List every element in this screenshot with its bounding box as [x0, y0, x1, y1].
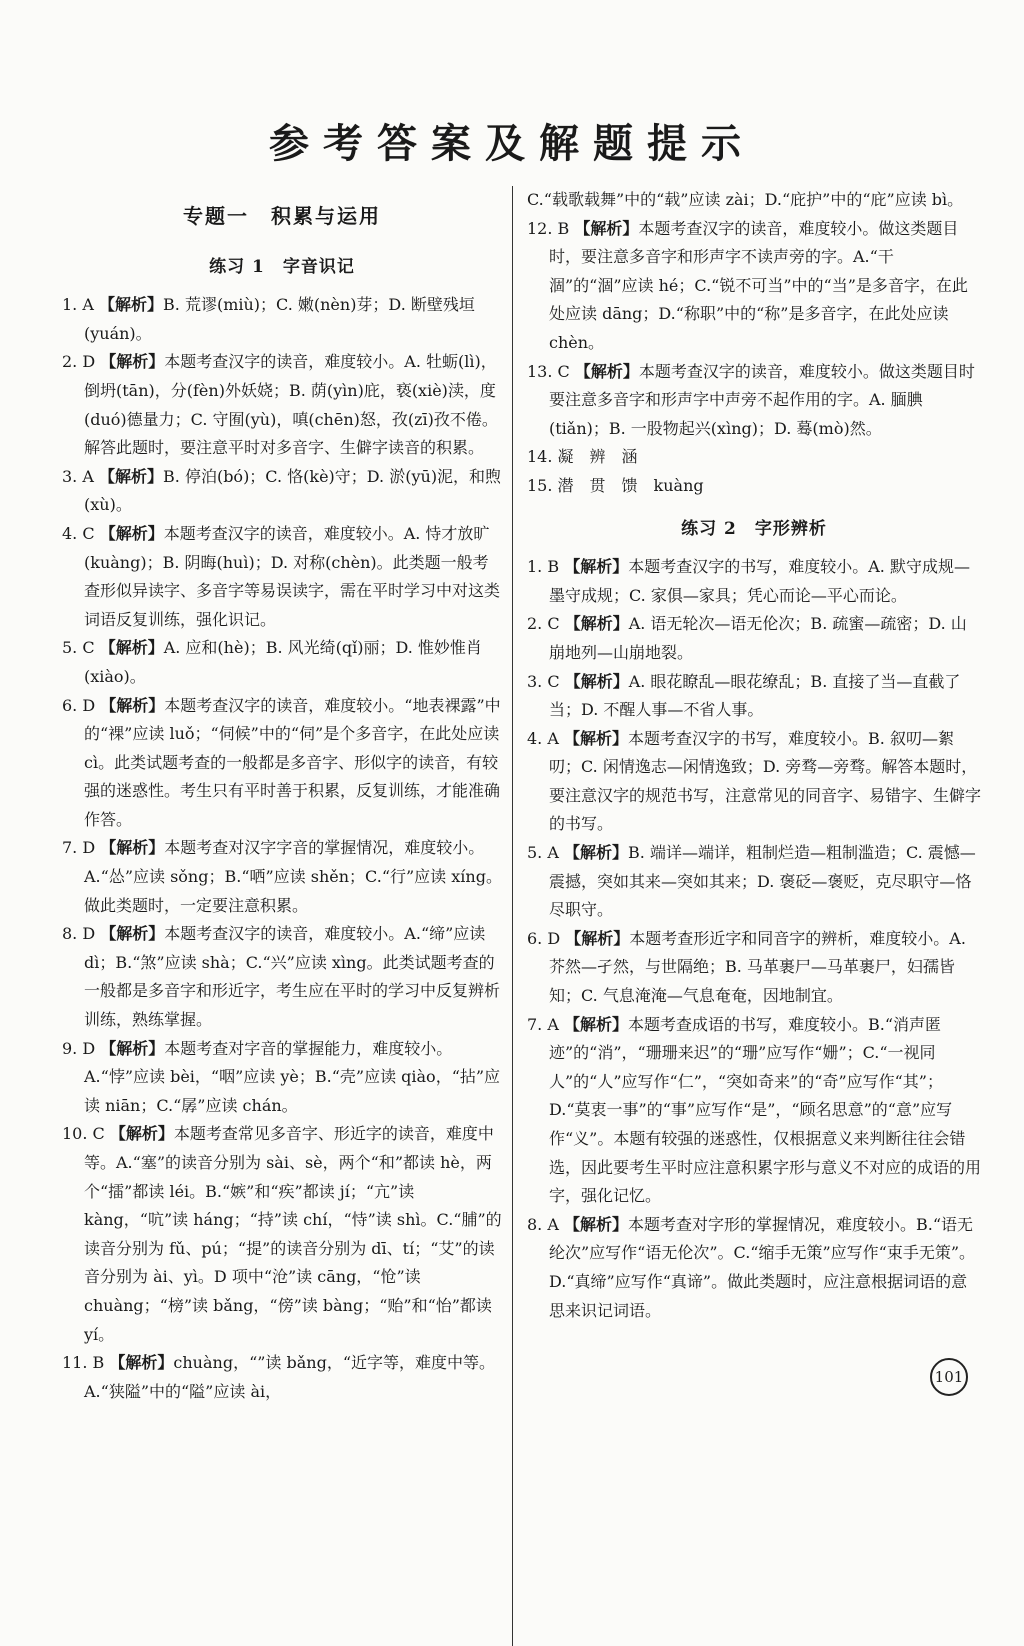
analysis-tag: 【解析】 [564, 1014, 629, 1034]
answer-item [62, 1120, 502, 1349]
answer-item [62, 692, 502, 835]
answer-item [62, 463, 502, 520]
right-answer-list-top [527, 186, 981, 501]
answer-item [527, 839, 981, 925]
answer-number: 8. D [62, 924, 96, 944]
answer-text: 本题考查对汉字字音的掌握情况，难度较小。A.“怂”应读 sǒng；B.“哂”应读 shěn；C.“行”应读 xíng。做此类题时，一定要注意积累。 [84, 838, 502, 915]
answer-item [527, 443, 981, 472]
page-number: 101 [930, 1358, 968, 1396]
right-column [512, 186, 981, 1646]
analysis-tag: 【解析】 [564, 728, 629, 748]
answer-item [527, 1011, 981, 1211]
answer-item [527, 925, 981, 1011]
answer-number: 7. D [62, 838, 96, 858]
analysis-tag: 【解析】 [99, 638, 164, 658]
answer-text: A. 语无轮次—语无伦次；B. 疏蜜—疏密；D. 山崩地列—山崩地裂。 [549, 614, 967, 662]
answer-text: 本题考查汉字的书写，难度较小。B. 叙叨—絮叨；C. 闲情逸志—闲情逸致；D. 旁骛—旁骛。解答本题时，要注意汉字的规范书写，注意常见的同音字、易错字、生僻字的书写。 [549, 728, 982, 834]
answer-text: 本题考查汉字的读音，难度较小。做这类题目时要注意多音字和形声字中声旁不起作用的字。A. 腼腆(tiǎn)；B. 一股物起兴(xìng)；D. 蓦(mò)然。 [549, 361, 975, 438]
answer-item [62, 634, 502, 691]
answer-item [527, 553, 981, 610]
analysis-tag: 【解析】 [109, 1124, 174, 1144]
answer-number: 3. C [527, 671, 560, 691]
analysis-tag: 【解析】 [564, 614, 629, 634]
analysis-tag: 【解析】 [100, 838, 165, 858]
answer-text: B. 荒谬(miù)；C. 嫩(nèn)芽；D. 断壁残垣(yuán)。 [84, 295, 475, 343]
analysis-tag: 【解析】 [564, 1214, 629, 1234]
answer-text: 本题考查汉字的读音，难度较小。“地表裸露”中的“裸”应读 luǒ；“伺候”中的“伺”是个多音字，在此处应读 cì。此类试题考查的一般都是多音字、形似字的读音，有较强的迷惑性。考生只有平时善于积累，反复训练，才能准确作答。 [84, 695, 501, 829]
subsection-heading: 练习 1 字音识记 [209, 256, 355, 277]
analysis-tag: 【解析】 [574, 218, 639, 238]
answer-text: 本题考查汉字的读音，难度较小。A. 恃才放旷(kuàng)；B. 阴晦(huì)；D. 对称(chèn)。此类题一般考查形似异读字、多音字等易误读字，需在平时学习中对这类词语反复训练，强化识记。 [84, 523, 501, 629]
answer-text: B. 端详—端详，粗制烂造—粗制滥造；C. 震憾—震撼，突如其来—突如其来；D. 褒砭—褒贬，克尽职守—恪尽职守。 [549, 843, 976, 920]
answer-number: 2. D [62, 352, 96, 372]
answer-number: 1. B [527, 557, 560, 577]
answer-item [527, 472, 981, 501]
analysis-tag: 【解析】 [100, 1038, 165, 1058]
answer-number: 2. C [527, 614, 560, 634]
answer-number: 6. D [527, 928, 561, 948]
answer-item [527, 725, 981, 839]
answer-item [62, 1349, 502, 1406]
answer-item [62, 920, 502, 1034]
answer-item [62, 348, 502, 462]
analysis-tag: 【解析】 [100, 352, 165, 372]
analysis-tag: 【解析】 [100, 924, 165, 944]
answer-number: 12. B [527, 218, 570, 238]
left-answer-list [62, 291, 502, 1406]
analysis-tag: 【解析】 [565, 928, 630, 948]
right-answer-list [527, 553, 981, 1325]
analysis-tag: 【解析】 [109, 1353, 174, 1373]
analysis-tag: 【解析】 [99, 466, 164, 486]
answer-text: 潜 贯 馈 kuàng [557, 475, 704, 495]
section-heading: 专题一 积累与运用 [183, 204, 381, 228]
answer-number: 6. D [62, 695, 96, 715]
answer-item [527, 358, 981, 444]
answer-item [527, 1211, 981, 1325]
answer-item [527, 610, 981, 667]
answer-number: 4. A [527, 728, 559, 748]
analysis-tag: 【解析】 [574, 361, 639, 381]
answer-text: 凝 辨 涵 [557, 447, 638, 467]
answer-text: chuàng，“”读 bǎng，“近字等，难度中等。A.“狭隘”中的“隘”应读 ài， [84, 1353, 496, 1401]
answer-number: 1. A [62, 295, 94, 315]
analysis-tag: 【解析】 [564, 671, 629, 691]
answer-number: 13. C [527, 361, 570, 381]
analysis-tag: 【解析】 [100, 695, 165, 715]
answer-item [527, 215, 981, 358]
answer-number: 15. [527, 475, 553, 495]
answer-item [62, 291, 502, 348]
answer-text: 本题考查汉字的读音，难度较小。A. 牡蛎(lì)，倒坍(tān)，分(fèn)外妖娆；B. 荫(yìn)庇，亵(xiè)渎，度(duó)德量力；C. 守囿(yù)，嗔(chēn)怒，孜(zī)孜不倦。解答此题时，要注意平时对多音字、生僻字读音的积累。 [84, 352, 498, 458]
answer-item [62, 834, 502, 920]
answer-number: 8. A [527, 1214, 559, 1234]
answer-number: 10. C [62, 1124, 105, 1144]
answer-item [62, 1035, 502, 1121]
answer-text: 本题考查形近字和同音字的辨析，难度较小。A. 芥然—孑然，与世隔绝；B. 马革裹尸—马革裹尸，妇孺皆知；C. 气息淹淹—气息奄奄，因地制宜。 [549, 928, 966, 1006]
answer-number: 14. [527, 447, 553, 467]
answer-number: 5. C [62, 638, 95, 658]
answer-text: 本题考查成语的书写，难度较小。B.“消声匿迹”的“消”，“珊珊来迟”的“珊”应写作“姗”；C.“一视同人”的“人”应写作“仁”，“突如奇来”的“奇”应写作“其”；D.“莫衷一事”的“事”应写作“是”，“顾名思意”的“意”应写作“义”。本题有较强的迷惑性，仅根据意义来判断往往会错选，因此要考生平时应注意积累字形与意义不对应的成语的用字，强化记忆。 [549, 1014, 982, 1206]
answer-number: 9. D [62, 1038, 96, 1058]
analysis-tag: 【解析】 [99, 523, 164, 543]
answer-number: 5. A [527, 843, 559, 863]
answer-text: 本题考查对字音的掌握能力，难度较小。A.“悖”应读 bèi，“咽”应读 yè；B.“壳”应读 qiào，“拈”应读 niān；C.“孱”应读 chán。 [84, 1038, 501, 1115]
answer-number: 3. A [62, 466, 94, 486]
answer-number: 4. C [62, 523, 95, 543]
answer-text: 本题考查汉字的读音，难度较小。做这类题目时，要注意多音字和形声字不读声旁的字。A.“干涸”的“涸”应读 hé；C.“锐不可当”中的“当”是多音字，在此处应读 dāng；D.“称职”中的“称”是多音字，在此处应读 chèn。 [549, 218, 968, 352]
answer-text: B. 停泊(bó)；C. 恪(kè)守；D. 淤(yū)泥，和煦(xù)。 [84, 466, 502, 515]
analysis-tag: 【解析】 [564, 557, 629, 577]
answer-text: 本题考查对字形的掌握情况，难度较小。B.“语无纶次”应写作“语无伦次”。C.“缩手无策”应写作“束手无策”。D.“真缔”应写作“真谛”。做此类题时，应注意根据词语的意思来识记词语。 [549, 1214, 976, 1320]
answer-text: 本题考查常见多音字、形近字的读音，难度中等。A.“塞”的读音分别为 sài、sè，两个“和”都读 hè，两个“擂”都读 léi。B.“嫉”和“疾”都读 jí；“亢”读 kàng，“吭”读 háng；“持”读 chí，“恃”读 shì。C.“脯”的读音分别为 fǔ、pú；“提”的读音分别为 dī、tí；“艾”的读音分别为 ài、yì。D 项中“沧”读 cāng，“怆”读 chuàng；“榜”读 bǎng，“傍”读 bàng；“贻”和“怡”都读 yí。 [84, 1124, 502, 1344]
answer-item [527, 186, 981, 215]
answer-item [527, 668, 981, 725]
answer-text: 本题考查汉字的读音，难度较小。A.“缔”应读 dì；B.“煞”应读 shà；C.“兴”应读 xìng。此类试题考查的一般都是多音字和形近字，考生应在平时的学习中反复辨析训练，熟练掌握。 [84, 924, 501, 1030]
analysis-tag: 【解析】 [564, 843, 629, 863]
answer-text: 本题考查汉字的书写，难度较小。A. 默守成规—墨守成规；C. 家俱—家具；凭心而论—平心而论。 [549, 557, 970, 605]
answer-number: 7. A [527, 1014, 559, 1034]
answer-text: A. 应和(hè)；B. 风光绮(qǐ)丽；D. 惟妙惟肖(xiào)。 [84, 638, 482, 686]
left-column [62, 188, 502, 1406]
answer-number: 11. B [62, 1353, 105, 1373]
page-title: 参考答案及解题提示 [269, 120, 755, 167]
subsection-heading-2: 练习 2 字形辨析 [681, 518, 827, 539]
answer-text: C.“载歌载舞”中的“载”应读 zài；D.“庇护”中的“庇”应读 bì。 [527, 190, 964, 209]
analysis-tag: 【解析】 [99, 295, 164, 315]
answer-text: A. 眼花瞭乱—眼花缭乱；B. 直接了当—直截了当；D. 不醒人事—不省人事。 [549, 671, 961, 720]
answer-item [62, 520, 502, 634]
